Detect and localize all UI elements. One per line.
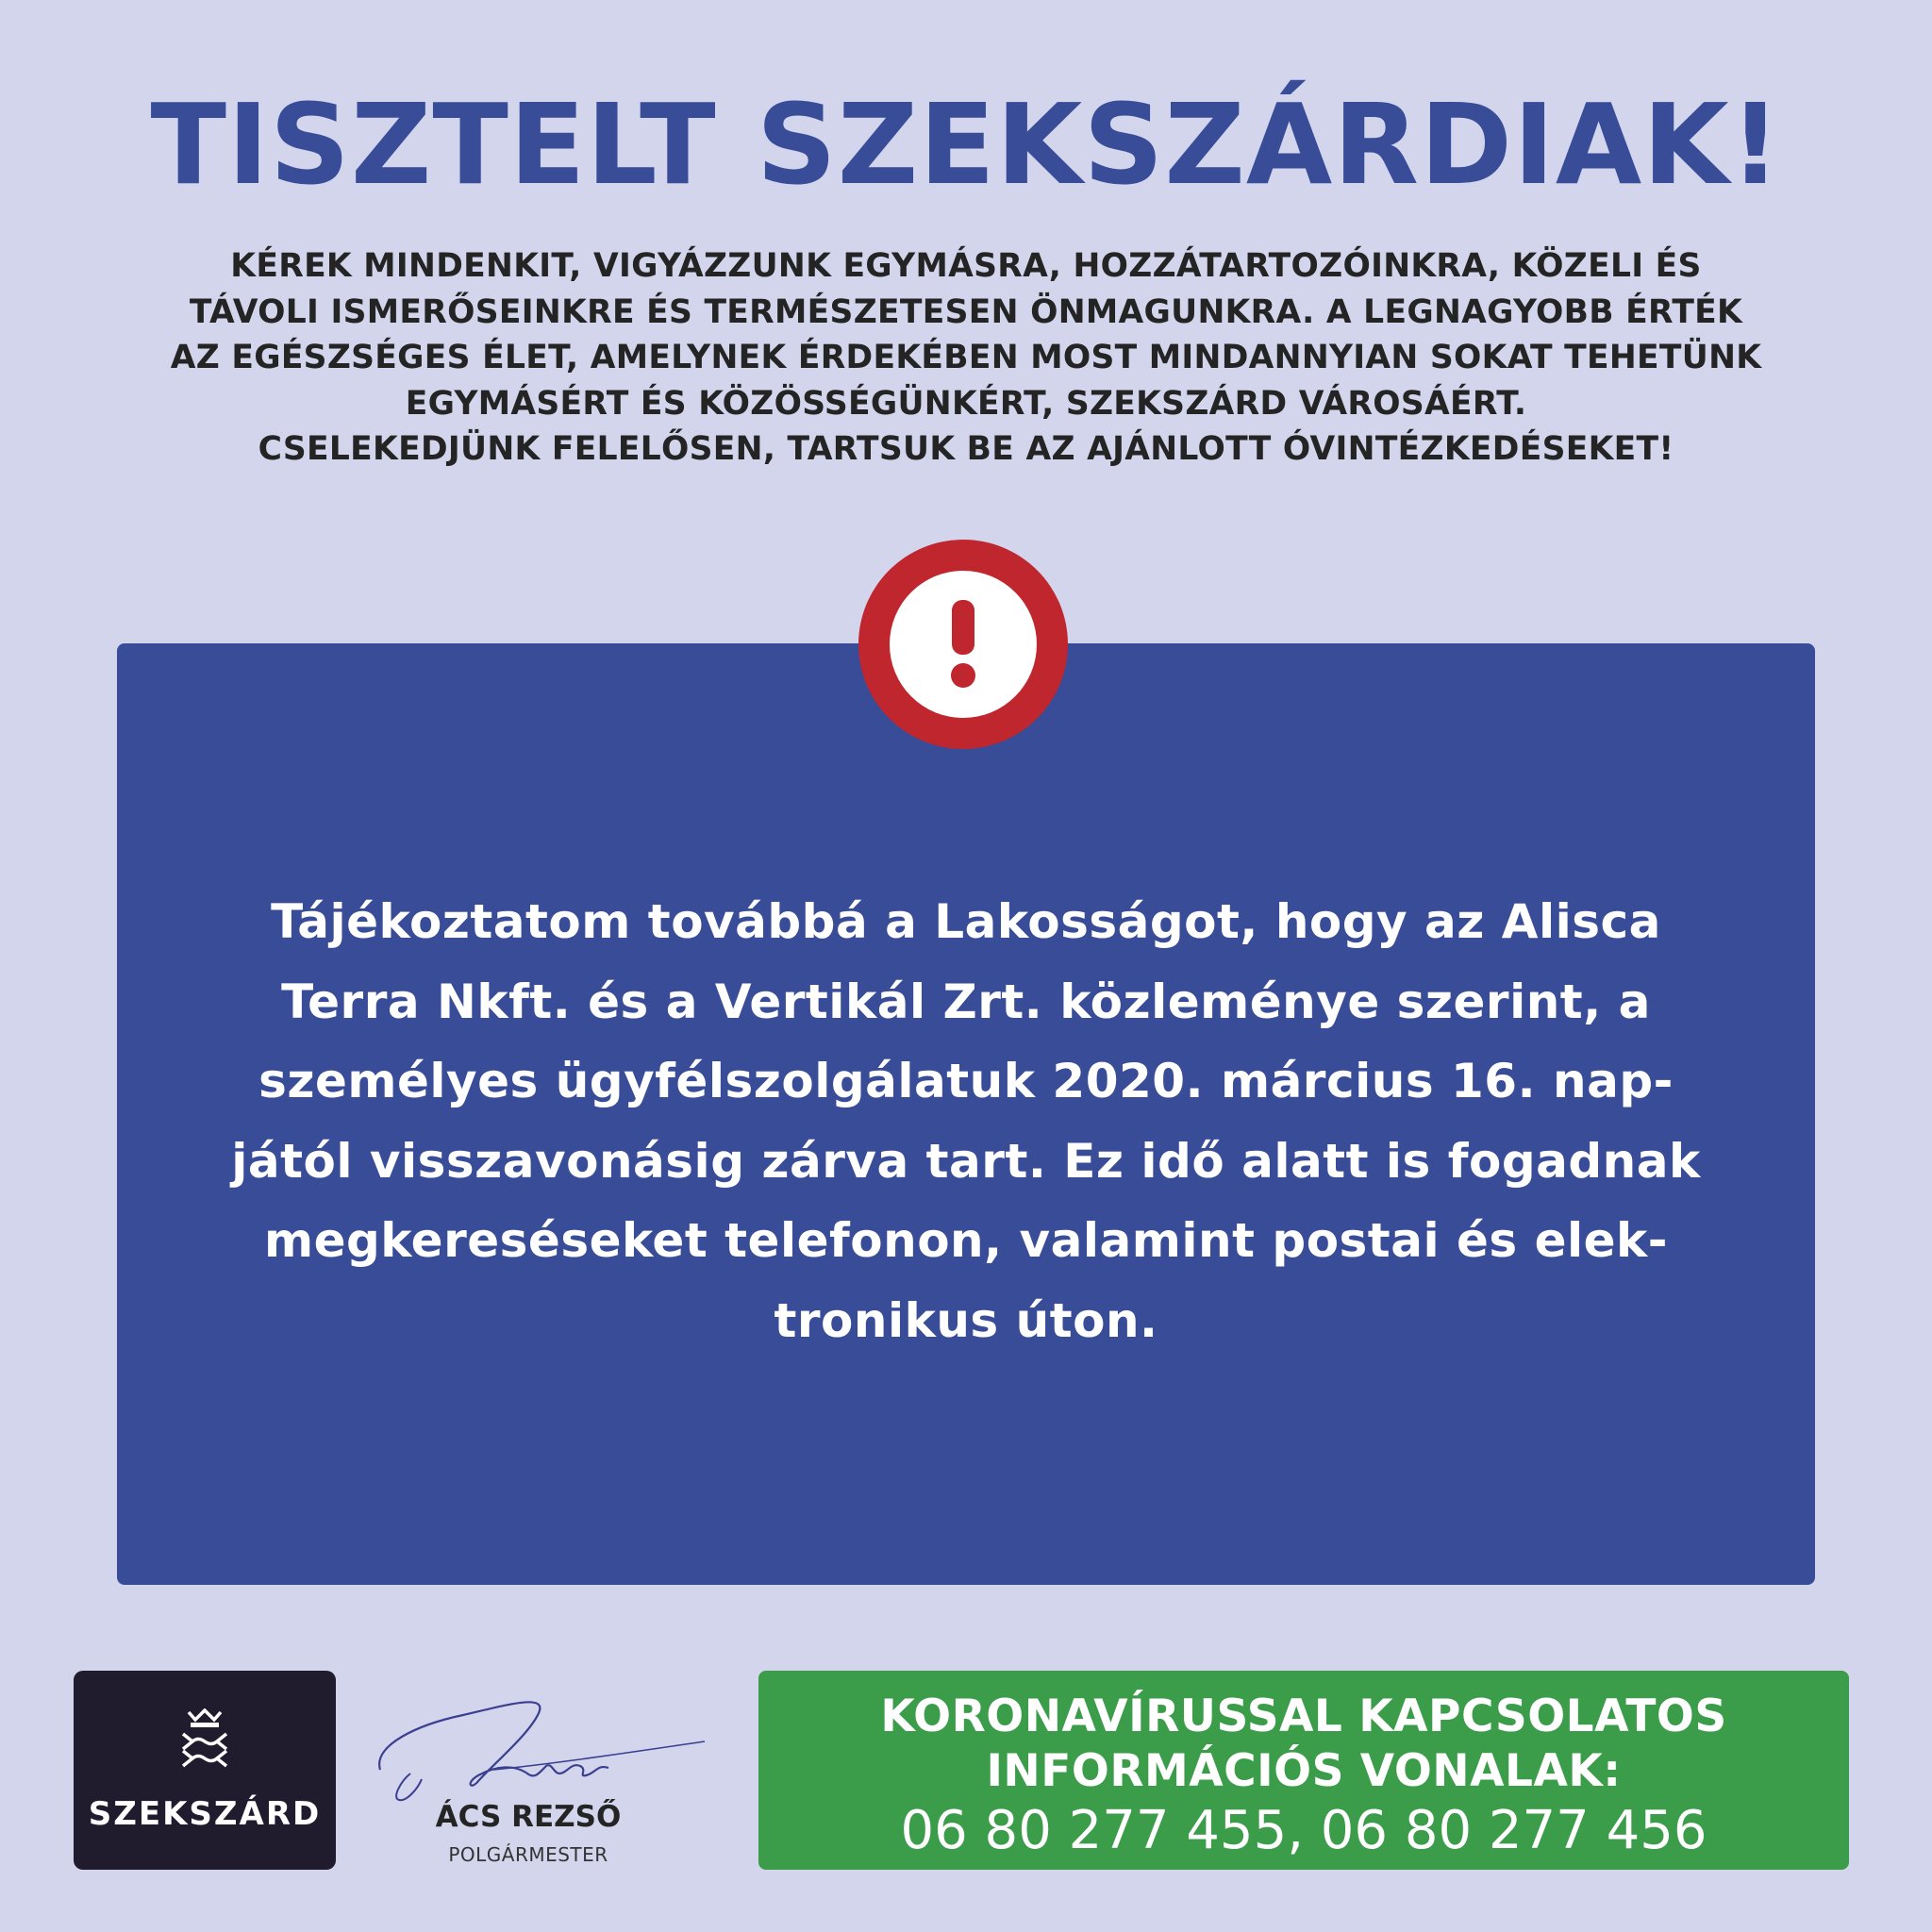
hotline-numbers: 06 80 277 455, 06 80 277 456: [900, 1800, 1707, 1861]
page-title: TISZTELT SZEKSZÁRDIAK!: [150, 79, 1782, 209]
intro-line: AZ EGÉSZSÉGES ÉLET, AMELYNEK ÉRDEKÉBEN MOST MINDANNYIAN SOKAT TEHETÜNK: [170, 339, 1762, 376]
city-logo: [74, 1671, 336, 1870]
notice-line: Tájékoztatom továbbá a Lakosságot, hogy az Alisca: [271, 894, 1661, 949]
logo-text: SZEKSZÁRD: [88, 1795, 322, 1833]
signature-icon: [373, 1687, 712, 1819]
intro-line: KÉREK MINDENKIT, VIGYÁZZUNK EGYMÁSRA, HOZZÁTARTOZÓINKRA, KÖZELI ÉS: [230, 247, 1702, 285]
hotline-panel: [758, 1671, 1849, 1870]
mayor-name: ÁCS REZSŐ: [435, 1800, 622, 1834]
exclamation-icon: [858, 540, 1068, 749]
notice-text: [117, 882, 1815, 1360]
hotline-heading: [758, 1690, 1849, 1799]
notice-line: tronikus úton.: [774, 1292, 1158, 1348]
hotline-heading-line: KORONAVÍRUSSAL KAPCSOLATOS: [880, 1690, 1727, 1742]
notice-line: személyes ügyfélszolgálatuk 2020. március 16. nap-: [258, 1054, 1674, 1108]
notice-line: megkereséseket telefonon, valamint postai és elek-: [263, 1213, 1669, 1268]
notice-line: jától visszavonásig zárva tart. Ez idő alatt is fogadnak: [231, 1133, 1701, 1189]
mayor-title: POLGÁRMESTER: [448, 1843, 608, 1866]
intro-text: [57, 243, 1875, 473]
hotline-heading-line: INFORMÁCIÓS VONALAK:: [986, 1745, 1622, 1797]
intro-line: CSELEKEDJÜNK FELELŐSEN, TARTSUK BE AZ AJÁNLOTT ÓVINTÉZKEDÉSEKET!: [258, 430, 1674, 468]
crown-wave-logo-icon: [179, 1708, 230, 1774]
intro-line: EGYMÁSÉRT ÉS KÖZÖSSÉGÜNKÉRT, SZEKSZÁRD VÁROSÁÉRT.: [405, 384, 1527, 423]
notice-line: Terra Nkft. és a Vertikál Zrt. közleménye szerint, a: [281, 974, 1651, 1029]
intro-line: TÁVOLI ISMERŐSEINKRE ÉS TERMÉSZETESEN ÖNMAGUNKRA. A LEGNAGYOBB ÉRTÉK: [189, 292, 1743, 331]
